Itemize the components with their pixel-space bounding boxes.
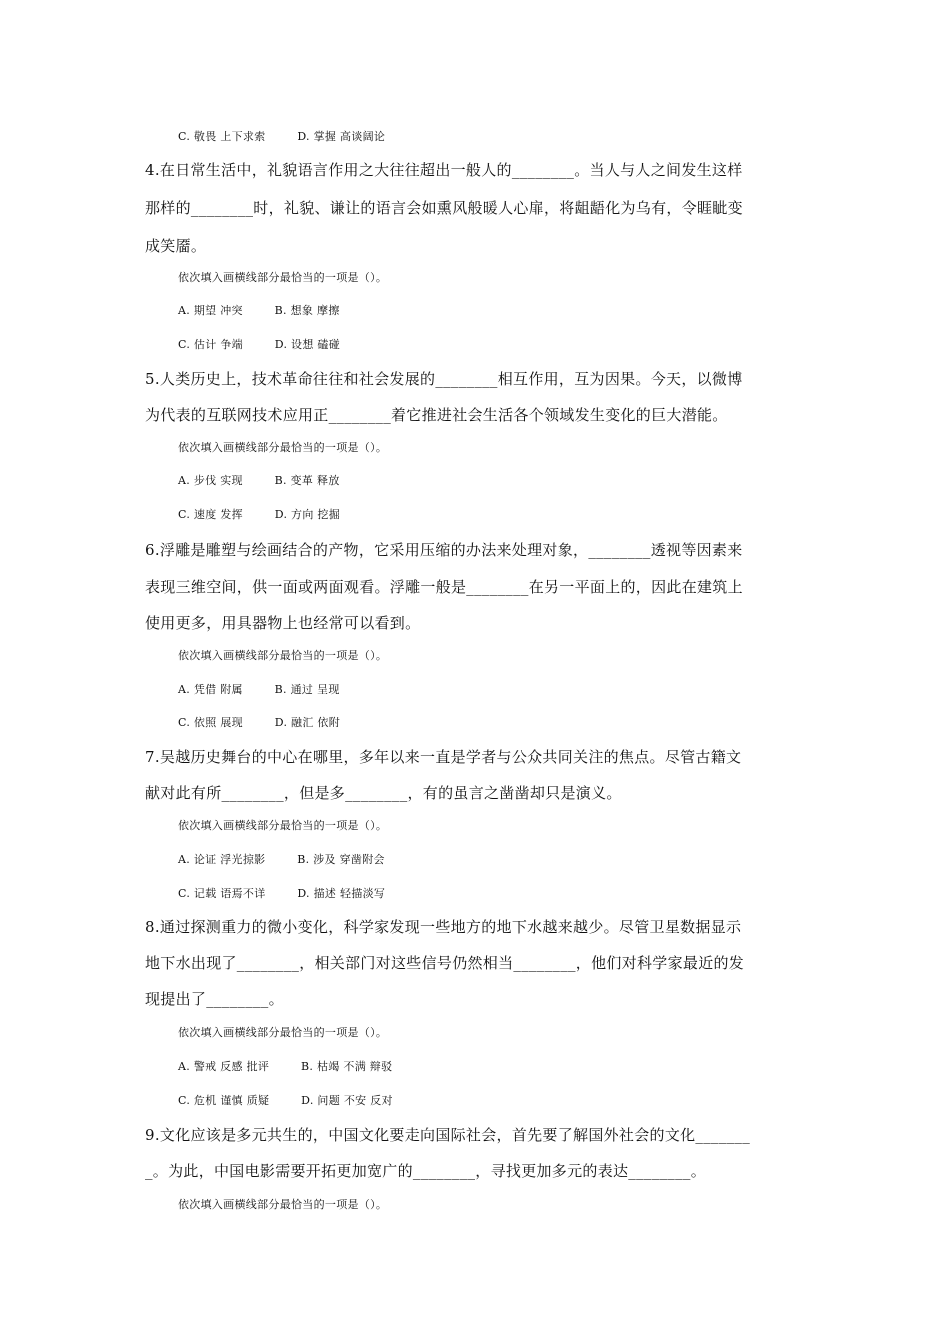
q8-text-line: 地下水出现了________，相关部门对这些信号仍然相当________，他们对科学家最近的发 <box>145 954 745 972</box>
q9-text-line: _。为此，中国电影需要开拓更加宽广的________，寻找更加多元的表达________。 <box>145 1162 707 1180</box>
q8-options-ab <box>178 1057 858 1077</box>
q5-prompt: 依次填入画横线部分最恰当的一项是（）。 <box>178 441 388 454</box>
q6-options-ab <box>178 680 858 700</box>
q8-text-line: 现提出了________。 <box>145 990 284 1008</box>
option-c: C. 敬畏 上下求索 <box>178 130 266 143</box>
option-a: A. 论证 浮光掠影 <box>178 853 266 866</box>
option-a: A. 警戒 反感 批评 <box>178 1060 270 1073</box>
option-c: C. 危机 谨慎 质疑 <box>178 1094 270 1107</box>
q4-options-cd <box>178 335 858 355</box>
q7-text-line: 7.吴越历史舞台的中心在哪里，多年以来一直是学者与公众共同关注的焦点。尽管古籍文 <box>145 748 742 766</box>
q6-prompt: 依次填入画横线部分最恰当的一项是（）。 <box>178 649 388 662</box>
option-c: C. 速度 发挥 <box>178 508 243 521</box>
q7-text-line: 献对此有所________，但是多________，有的虽言之凿凿却只是演义。 <box>145 784 622 802</box>
option-b: B. 想象 摩擦 <box>274 304 340 317</box>
option-d: D. 问题 不安 反对 <box>301 1094 393 1107</box>
q4-options-ab <box>178 301 858 321</box>
option-d: D. 描述 轻描淡写 <box>297 887 386 900</box>
option-a: A. 期望 冲突 <box>178 304 243 317</box>
option-a: A. 凭借 附属 <box>178 683 243 696</box>
q9-text-line: 9.文化应该是多元共生的，中国文化要走向国际社会，首先要了解国外社会的文化_______ <box>145 1126 751 1144</box>
option-d: D. 掌握 高谈阔论 <box>297 130 386 143</box>
option-b: B. 变革 释放 <box>274 474 340 487</box>
option-d: D. 融汇 依附 <box>274 716 341 729</box>
q6-text-line: 使用更多，用具器物上也经常可以看到。 <box>145 614 421 632</box>
option-c: C. 依照 展现 <box>178 716 243 729</box>
q6-text-line: 6.浮雕是雕塑与绘画结合的产物，它采用压缩的办法来处理对象，________透视等因素来 <box>145 541 743 559</box>
q4-text-line: 那样的________时，礼貌、谦让的语言会如熏风般暖人心扉，将龃龉化为乌有，令睚眦变 <box>145 199 743 217</box>
q3-options-cd <box>178 127 858 147</box>
q4-text-line: 4.在日常生活中，礼貌语言作用之大往往超出一般人的________。当人与人之间发生这样 <box>145 161 743 179</box>
option-d: D. 设想 磕碰 <box>274 338 341 351</box>
q8-text-line: 8.通过探测重力的微小变化，科学家发现一些地方的地下水越来越少。尽管卫星数据显示 <box>145 918 742 936</box>
option-c: C. 估计 争端 <box>178 338 243 351</box>
q9-prompt: 依次填入画横线部分最恰当的一项是（）。 <box>178 1198 388 1211</box>
q7-options-ab <box>178 850 858 870</box>
q8-prompt: 依次填入画横线部分最恰当的一项是（）。 <box>178 1026 388 1039</box>
q8-options-cd <box>178 1091 858 1111</box>
q6-text-line: 表现三维空间，供一面或两面观看。浮雕一般是________在另一平面上的，因此在建筑上 <box>145 578 743 596</box>
q7-options-cd <box>178 884 858 904</box>
option-c: C. 记载 语焉不详 <box>178 887 266 900</box>
q5-text-line: 为代表的互联网技术应用正________着它推进社会生活各个领域发生变化的巨大潜能。 <box>145 406 728 424</box>
option-b: B. 通过 呈现 <box>274 683 340 696</box>
q4-text-line: 成笑靥。 <box>145 237 207 255</box>
option-a: A. 步伐 实现 <box>178 474 243 487</box>
q5-options-cd <box>178 505 858 525</box>
option-d: D. 方向 挖掘 <box>274 508 341 521</box>
q4-prompt: 依次填入画横线部分最恰当的一项是（）。 <box>178 271 388 284</box>
option-b: B. 枯竭 不满 辩驳 <box>301 1060 393 1073</box>
q6-options-cd <box>178 713 858 733</box>
q5-options-ab <box>178 471 858 491</box>
option-b: B. 涉及 穿凿附会 <box>297 853 385 866</box>
q7-prompt: 依次填入画横线部分最恰当的一项是（）。 <box>178 819 388 832</box>
q5-text-line: 5.人类历史上，技术革命往往和社会发展的________相互作用，互为因果。今天，以微博 <box>145 370 743 388</box>
